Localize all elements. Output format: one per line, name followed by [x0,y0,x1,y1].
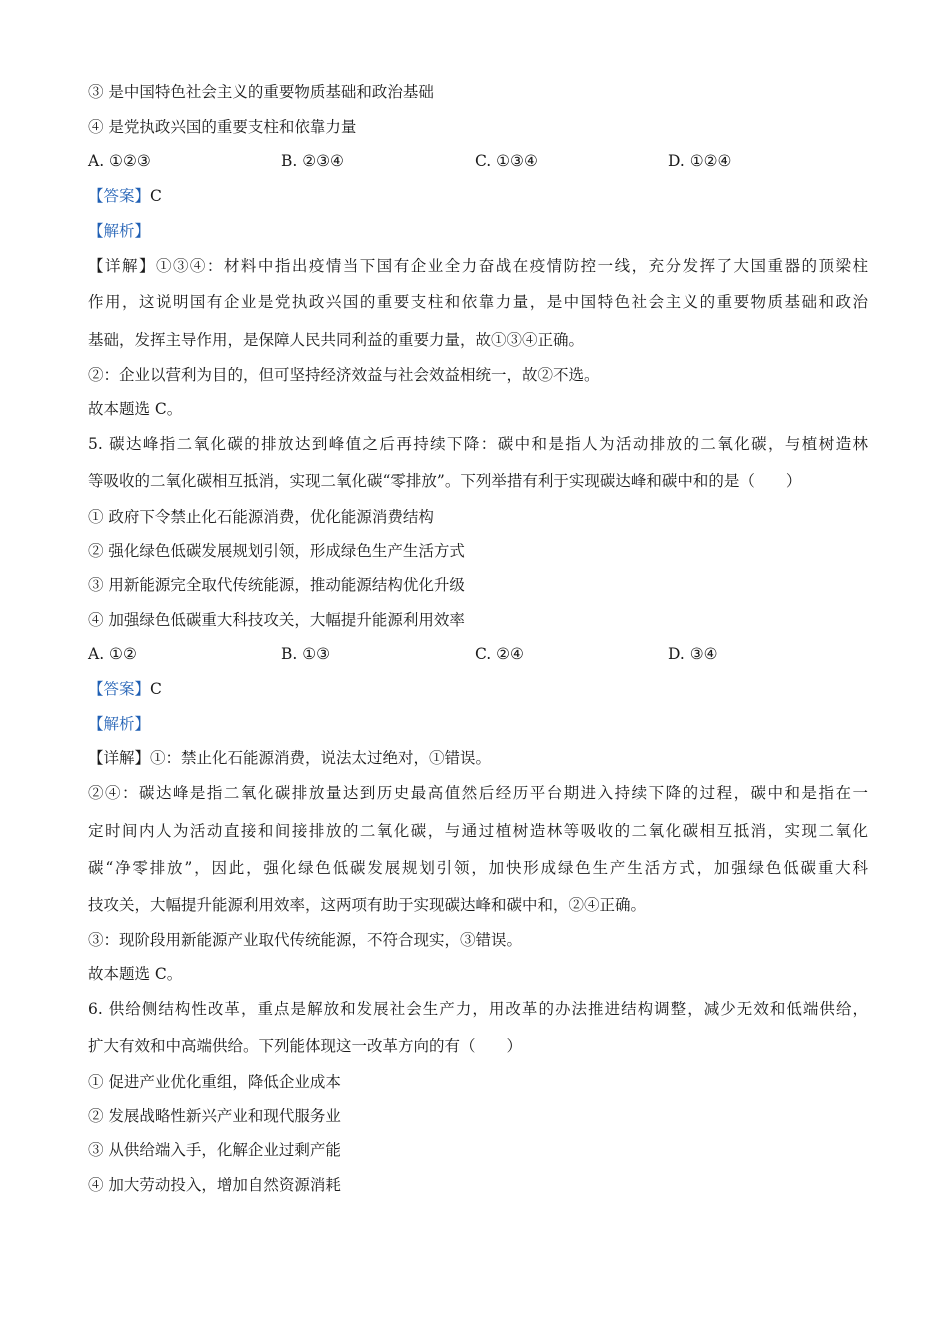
q4-detail-line-3: 基础，发挥主导作用，是保障人民共同利益的重要力量，故①③④正确。 [88,331,585,349]
q4-detail-line-4: ②：企业以营利为目的，但可坚持经济效益与社会效益相统一，故②不选。 [88,366,600,384]
detail-tag: 【详解】 [88,749,151,767]
q4-statement-4: ④ 是党执政兴国的重要支柱和依靠力量 [88,118,357,136]
q5-detail-line-3: 定时间内人为活动直接和间接排放的二氧化碳，与通过植树造林等吸收的二氧化碳相互抵消，实现二氧化 [88,822,868,840]
q5-statement-1: ① 政府下令禁止化石能源消费，优化能源消费结构 [88,508,434,526]
q5-analysis-tag: 【解析】 [88,715,151,733]
q4-conclusion: 故本题选 C。 [88,400,183,418]
answer-tag: 【答案】 [88,187,151,205]
q5-statement-3: ③ 用新能源完全取代传统能源，推动能源结构优化升级 [88,576,465,594]
q6-statement-3: ③ 从供给端入手，化解企业过剩产能 [88,1141,341,1159]
q5-detail-line-1: 【详解】①：禁止化石能源消费，说法太过绝对，①错误。 [88,749,492,767]
q4-option-b: B. ②③④ [281,152,344,170]
q4-detail-line-1: 【详解】①③④：材料中指出疫情当下国有企业全力奋战在疫情防控一线，充分发挥了大国重器的顶梁柱 [88,257,868,275]
q5-statement-4: ④ 加强绿色低碳重大科技攻关，大幅提升能源利用效率 [88,611,465,629]
detail-tag: 【详解】 [88,257,156,275]
q6-statement-1: ① 促进产业优化重组，降低企业成本 [88,1073,341,1091]
q4-statement-3: ③ 是中国特色社会主义的重要物质基础和政治基础 [88,83,434,101]
q4-analysis-tag: 【解析】 [88,222,151,240]
q4-option-a: A. ①②③ [88,152,151,170]
q4-answer [88,186,868,206]
q6-statement-2: ② 发展战略性新兴产业和现代服务业 [88,1107,341,1125]
q5-detail-line-4: 碳“净零排放”，因此，强化绿色低碳发展规划引领，加快形成绿色生产生活方式，加强绿色低碳重大科 [88,859,868,877]
q4-detail-line-2: 作用，这说明国有企业是党执政兴国的重要支柱和依靠力量，是中国特色社会主义的重要物质基础和政治 [88,293,868,311]
q6-stem-line-1: 6. 供给侧结构性改革，重点是解放和发展社会生产力，用改革的办法推进结构调整，减少无效和低端供给， [88,1000,868,1018]
answer-value: C [150,680,162,698]
q5-detail-line-2: ②④：碳达峰是指二氧化碳排放量达到历史最高值然后经历平台期进入持续下降的过程，碳中和是指在一 [88,784,868,802]
q5-detail-line-6: ③：现阶段用新能源产业取代传统能源，不符合现实，③错误。 [88,931,523,949]
q5-detail-line-5: 技攻关，大幅提升能源利用效率，这两项有助于实现碳达峰和碳中和，②④正确。 [88,896,647,914]
q5-option-c: C. ②④ [475,645,524,663]
q6-statement-4: ④ 加大劳动投入，增加自然资源消耗 [88,1176,341,1194]
q6-stem-line-2: 扩大有效和中高端供给。下列能体现这一改革方向的有（ ） [88,1037,523,1055]
q4-option-c: C. ①③④ [475,152,538,170]
q5-option-d: D. ③④ [668,645,718,663]
q5-conclusion: 故本题选 C。 [88,965,183,983]
answer-tag: 【答案】 [88,680,151,698]
q5-answer [88,679,868,699]
answer-value: C [150,187,162,205]
q5-option-b: B. ①③ [281,645,331,663]
q5-stem-line-2: 等吸收的二氧化碳相互抵消，实现二氧化碳“零排放”。下列举措有利于实现碳达峰和碳中和的是（ ） [88,472,802,490]
q4-option-d: D. ①②④ [668,152,732,170]
q5-option-a: A. ①② [88,645,137,663]
q5-stem-line-1: 5. 碳达峰指二氧化碳的排放达到峰值之后再持续下降：碳中和是指人为活动排放的二氧化碳，与植树造林 [88,435,868,453]
q5-statement-2: ② 强化绿色低碳发展规划引领，形成绿色生产生活方式 [88,542,465,560]
